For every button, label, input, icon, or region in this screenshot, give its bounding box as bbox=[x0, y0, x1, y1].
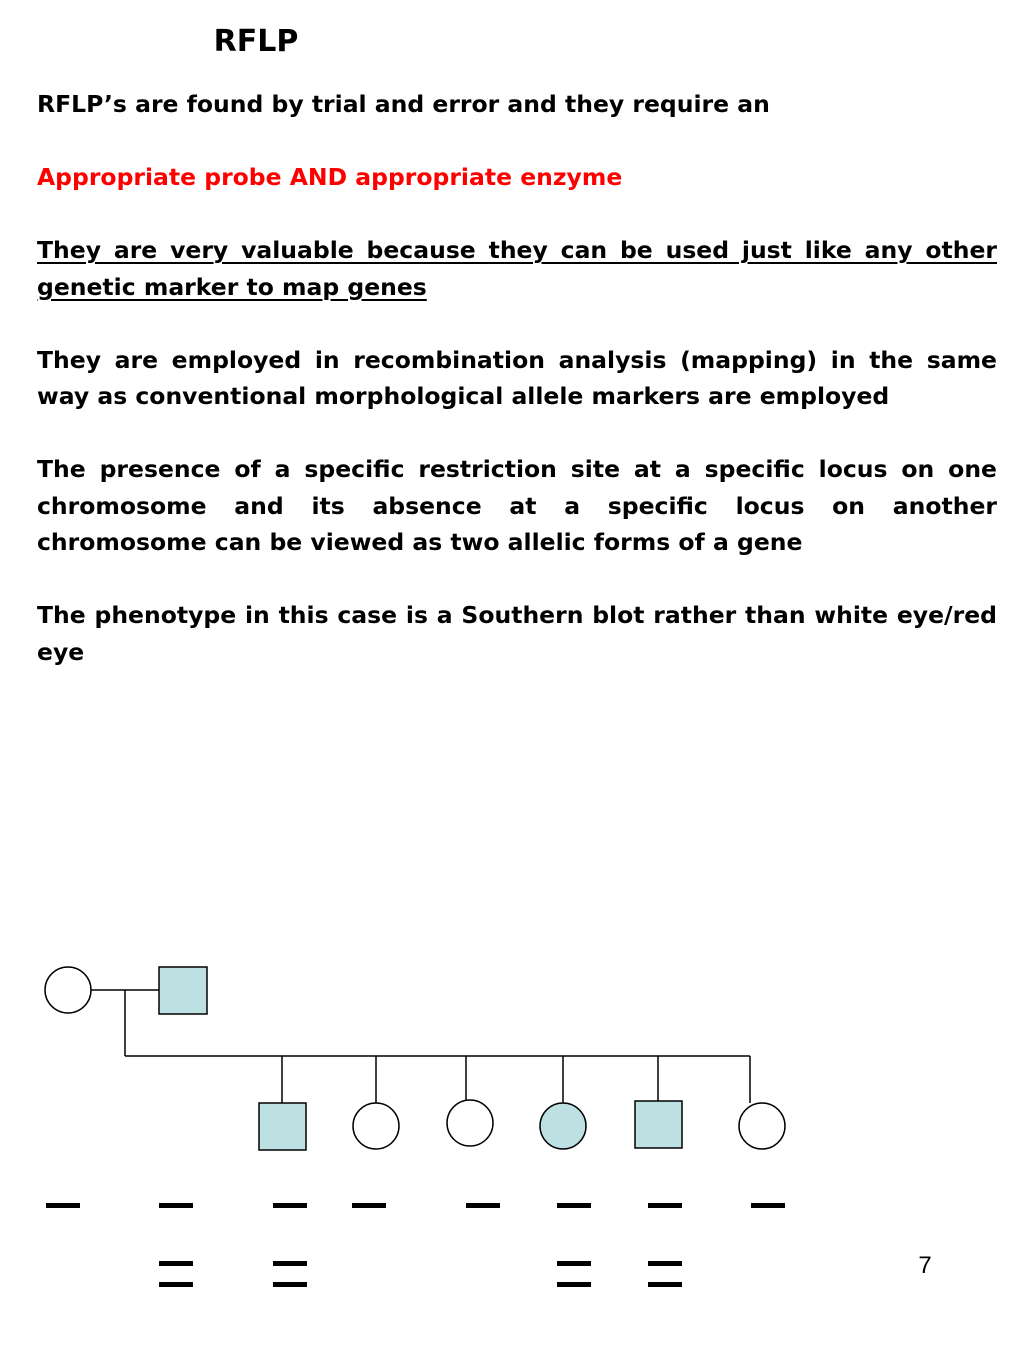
blot-band-upper bbox=[352, 1203, 386, 1208]
blot-band-lower bbox=[557, 1282, 591, 1287]
blot-band-upper bbox=[466, 1203, 500, 1208]
blot-band-upper bbox=[648, 1203, 682, 1208]
blot-band-upper bbox=[159, 1203, 193, 1208]
blot-band-upper bbox=[46, 1203, 80, 1208]
child-son-2-square bbox=[635, 1101, 682, 1148]
child-daughter-2-circle bbox=[447, 1100, 493, 1146]
blot-band-lower bbox=[648, 1282, 682, 1287]
blot-band-lower bbox=[159, 1261, 193, 1266]
page-number: 7 bbox=[918, 1252, 932, 1279]
blot-band-lower bbox=[557, 1261, 591, 1266]
paragraph-phenotype: The phenotype in this case is a Southern blot rather than white eye/red eye bbox=[37, 601, 997, 666]
child-daughter-4-circle bbox=[739, 1103, 785, 1149]
blot-band-lower bbox=[159, 1282, 193, 1287]
child-son-1-square bbox=[259, 1103, 306, 1150]
blot-band-lower bbox=[273, 1282, 307, 1287]
blot-band-upper bbox=[273, 1203, 307, 1208]
parent-father-square bbox=[159, 967, 207, 1014]
paragraph-intro: RFLP’s are found by trial and error and they require an bbox=[37, 90, 770, 118]
paragraph-probe-enzyme: Appropriate probe AND appropriate enzyme bbox=[37, 163, 623, 191]
blot-band-upper bbox=[557, 1203, 591, 1208]
blot-band-lower bbox=[273, 1261, 307, 1266]
blot-band-lower bbox=[648, 1261, 682, 1266]
paragraph-valuable: They are very valuable because they can be used just like any other genetic marker to map genes bbox=[37, 236, 997, 301]
blot-band-upper bbox=[751, 1203, 785, 1208]
slide-body bbox=[37, 86, 997, 707]
paragraph-restriction-site: The presence of a specific restriction site at a specific locus on one chromosome and its absence at a specific locus on another chromosome can be viewed as two allelic forms of a gene bbox=[37, 455, 997, 556]
child-daughter-3-circle bbox=[540, 1103, 586, 1149]
parent-mother-circle bbox=[45, 967, 91, 1013]
slide-title: RFLP bbox=[213, 24, 299, 59]
pedigree-diagram bbox=[0, 940, 1024, 1340]
child-daughter-1-circle bbox=[353, 1103, 399, 1149]
paragraph-recombination: They are employed in recombination analysis (mapping) in the same way as conventional morphological allele markers are employed bbox=[37, 345, 997, 410]
